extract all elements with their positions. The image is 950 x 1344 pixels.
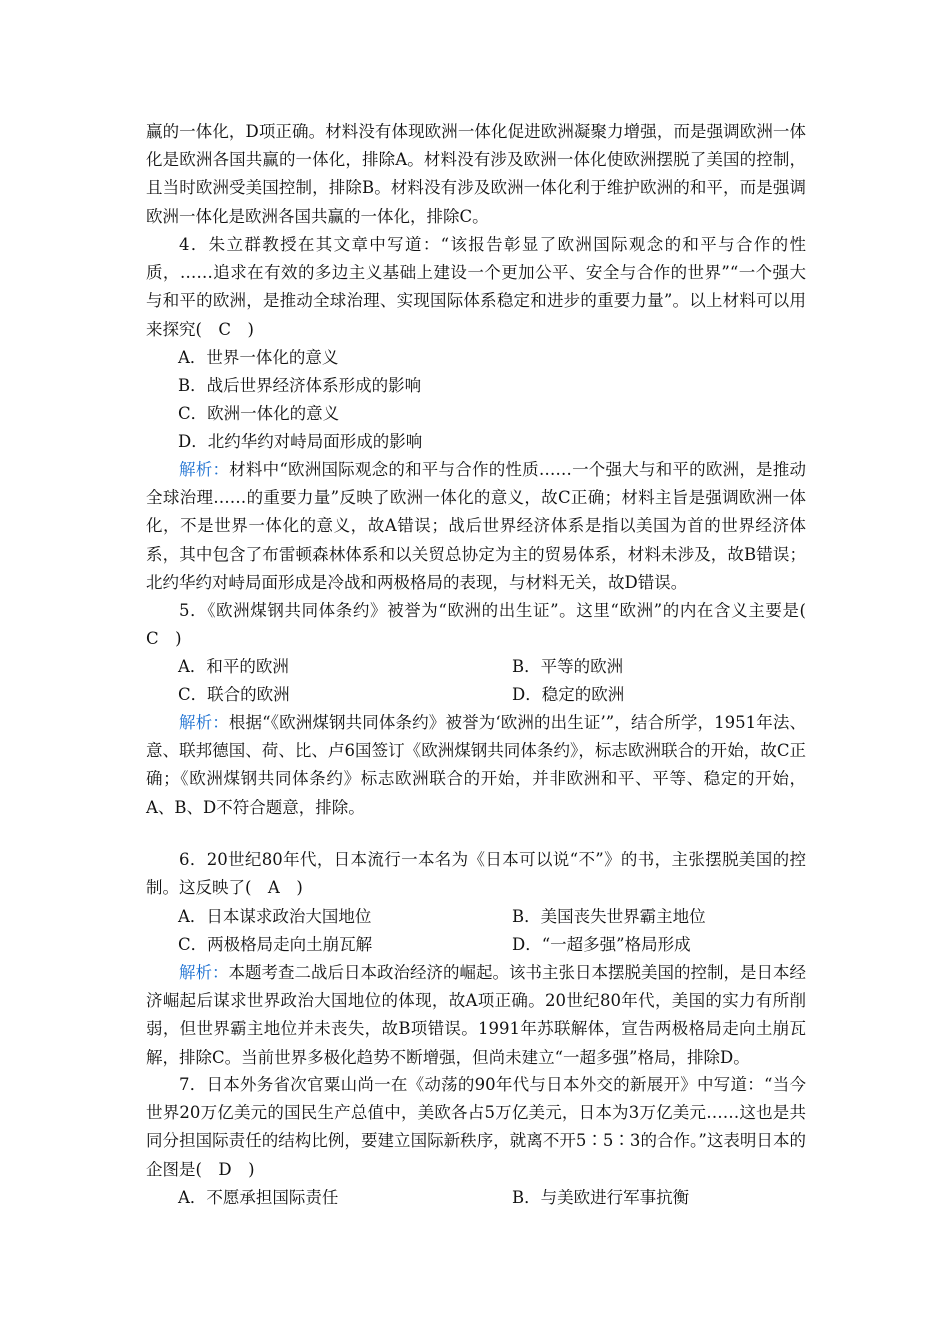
- q4-option-a: A．世界一体化的意义: [178, 348, 339, 367]
- question-6-stem: 6．20世纪80年代，日本流行一本名为《日本可以说“不”》的书，主张摆脱美国的控制。这反映了( A ): [146, 850, 806, 898]
- q5-option-c: C．联合的欧洲: [178, 685, 290, 704]
- continued-analysis: 赢的一体化，D项正确。材料没有体现欧洲一体化促进欧洲凝聚力增强，而是强调欧洲一体化是欧洲各国共赢的一体化，排除A。材料没有涉及欧洲一体化使欧洲摆脱了美国的控制，且当时欧洲受美国控制，排除B。材料没有涉及欧洲一体化利于维护欧洲的和平，而是强调欧洲一体化是欧洲各国共赢的一体化，排除C。: [146, 122, 806, 226]
- analysis-label: 解析：: [179, 713, 229, 732]
- q4-analysis: [146, 456, 806, 597]
- analysis-label: 解析：: [179, 963, 229, 982]
- question-5-stem: 5．《欧洲煤钢共同体条约》被誉为“欧洲的出生证”。这里“欧洲”的内在含义主要是( C ): [146, 601, 823, 649]
- q6-analysis-text: 本题考查二战后日本政治经济的崛起。该书主张日本摆脱美国的控制，是日本经济崛起后谋求世界政治大国地位的体现，故A项正确。20世纪80年代，美国的实力有所削弱，但世界霸主地位并未丧失，故B项错误。1991年苏联解体，宣告两极格局走向土崩瓦解，排除C。当前世界多极化趋势不断增强，但尚未建立“一超多强”格局，排除D。: [146, 963, 806, 1067]
- q5-option-b: B．平等的欧洲: [512, 657, 624, 676]
- q5-analysis: [146, 709, 806, 822]
- q7-option-b: B．与美欧进行军事抗衡: [512, 1188, 690, 1207]
- question-7-stem: 7．日本外务省次官粟山尚一在《动荡的90年代与日本外交的新展开》中写道：“当今世界20万亿美元的国民生产总值中，美欧各占5万亿美元，日本为3万亿美元……这也是共同分担国际责任的结构比例，要建立国际新秩序，就离不开5∶5∶3的合作。”这表明日本的企图是( D ): [146, 1075, 806, 1179]
- q6-option-a: A．日本谋求政治大国地位: [178, 907, 372, 926]
- q4-option-d: D．北约华约对峙局面形成的影响: [178, 432, 423, 451]
- q5-analysis-text: 根据“《欧洲煤钢共同体条约》被誉为‘欧洲的出生证’”，结合所学，1951年法、意、联邦德国、荷、比、卢6国签订《欧洲煤钢共同体条约》，标志欧洲联合的开始，故C正确；《欧洲煤钢共同体条约》标志欧洲联合的开始，并非欧洲和平、平等、稳定的开始，A、B、D不符合题意，排除。: [146, 713, 807, 817]
- analysis-label: 解析：: [179, 460, 230, 479]
- q6-option-c: C．两极格局走向土崩瓦解: [178, 935, 373, 954]
- q4-option-c: C．欧洲一体化的意义: [178, 404, 340, 423]
- q5-option-a: A．和平的欧洲: [178, 657, 289, 676]
- q7-option-a: A．不愿承担国际责任: [178, 1188, 339, 1207]
- q4-option-b: B．战后世界经济体系形成的影响: [178, 376, 422, 395]
- q5-option-d: D．稳定的欧洲: [512, 685, 625, 704]
- q6-option-d: D．“一超多强”格局形成: [512, 935, 691, 954]
- q6-option-b: B．美国丧失世界霸主地位: [512, 907, 706, 926]
- question-4-stem: 4．朱立群教授在其文章中写道：“该报告彰显了欧洲国际观念的和平与合作的性质，……追求在有效的多边主义基础上建设一个更加公平、安全与合作的世界”“一个强大与和平的欧洲，是推动全球治理、实现国际体系稳定和进步的重要力量”。以上材料可以用来探究( C ): [146, 235, 806, 339]
- q4-analysis-text: 材料中“欧洲国际观念的和平与合作的性质……一个强大与和平的欧洲，是推动全球治理……的重要力量”反映了欧洲一体化的意义，故C正确；材料主旨是强调欧洲一体化，不是世界一体化的意义，故A错误；战后世界经济体系是指以美国为首的世界经济体系，其中包含了布雷顿森林体系和以关贸总协定为主的贸易体系，材料未涉及，故B错误；北约华约对峙局面形成是冷战和两极格局的表现，与材料无关，故D错误。: [146, 460, 806, 592]
- q6-analysis: [146, 959, 806, 1072]
